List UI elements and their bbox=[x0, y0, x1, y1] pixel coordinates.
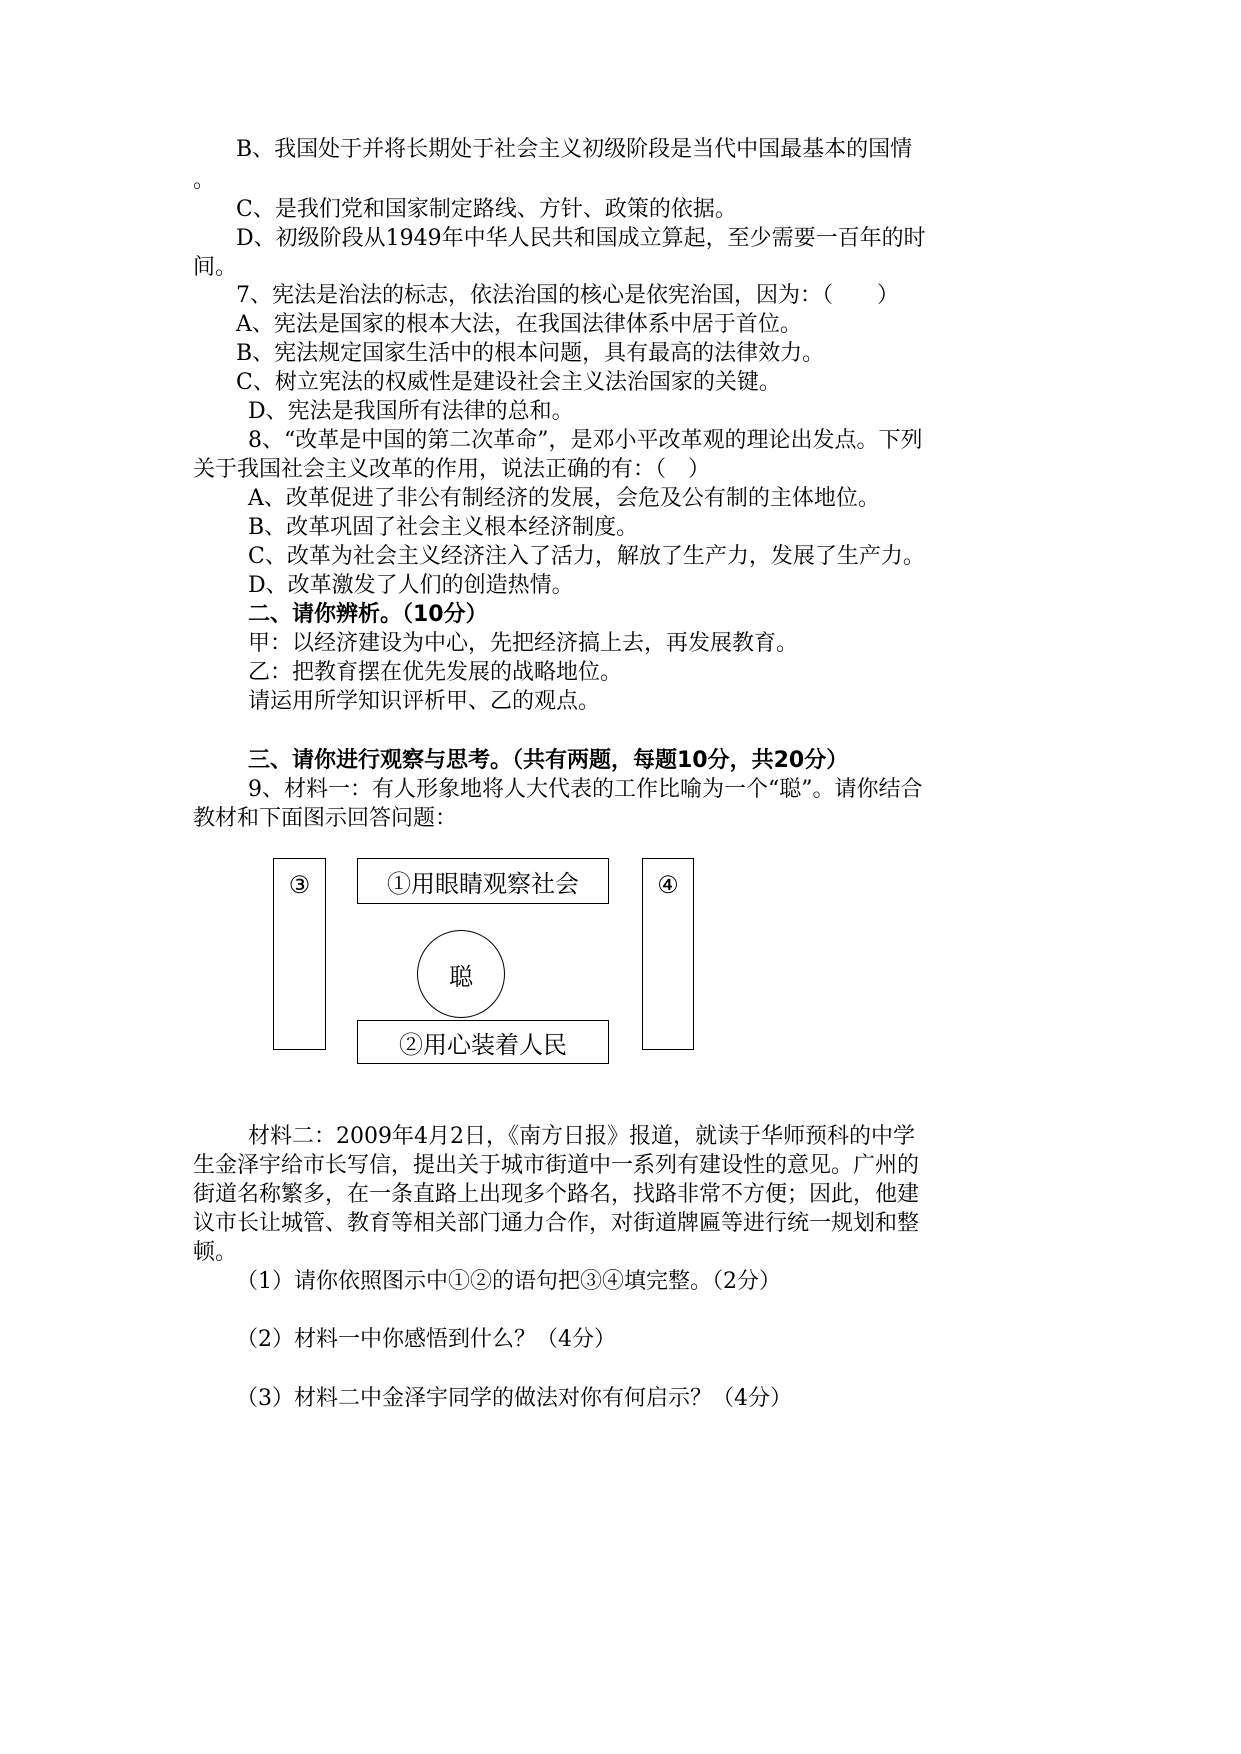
q7-option-c: C、树立宪法的权威性是建设社会主义法治国家的关键。 bbox=[236, 370, 781, 395]
q6-option-d-line2: 间。 bbox=[193, 255, 238, 280]
diagram-box-4: ④ bbox=[642, 858, 694, 1050]
material2-line4: 议市长让城管、教育等相关部门通力合作，对街道牌匾等进行统一规划和整 bbox=[193, 1211, 920, 1236]
q8-option-b: B、改革巩固了社会主义根本经济制度。 bbox=[248, 515, 639, 540]
diagram-box-2: ②用心装着人民 bbox=[357, 1020, 609, 1064]
q7-stem: 7、宪法是治法的标志，依法治国的核心是依宪治国，因为：（ ） bbox=[236, 283, 899, 308]
q6-option-d-line1: D、初级阶段从1949年中华人民共和国成立算起，至少需要一百年的时 bbox=[236, 226, 926, 251]
diagram-center-circle: 聪 bbox=[417, 930, 505, 1018]
q7-option-a: A、宪法是国家的根本大法，在我国法律体系中居于首位。 bbox=[236, 312, 802, 337]
diagram-box-1: ①用眼睛观察社会 bbox=[357, 858, 609, 904]
q7-option-b: B、宪法规定国家生活中的根本问题，具有最高的法律效力。 bbox=[236, 341, 825, 366]
q6-option-b-line2: 。 bbox=[193, 168, 216, 193]
section2-heading: 二、请你辨析。（10分） bbox=[248, 602, 488, 627]
sub-question-3: （3）材料二中金泽宇同学的做法对你有何启示？（4分） bbox=[236, 1386, 792, 1411]
q7-option-d: D、宪法是我国所有法律的总和。 bbox=[248, 399, 574, 424]
q6-option-b-line1: B、我国处于并将长期处于社会主义初级阶段是当代中国最基本的国情 bbox=[236, 137, 913, 162]
q6-option-c: C、是我们党和国家制定路线、方针、政策的依据。 bbox=[236, 197, 737, 222]
diagram-box-3: ③ bbox=[273, 858, 326, 1050]
q9-material1-line2: 教材和下面图示回答问题： bbox=[193, 806, 458, 831]
q8-option-c: C、改革为社会主义经济注入了活力，解放了生产力，发展了生产力。 bbox=[248, 544, 925, 569]
material2-line5: 顿。 bbox=[193, 1240, 238, 1265]
q8-stem-line1: 8、“改革是中国的第二次革命”，是邓小平改革观的理论出发点。下列 bbox=[248, 428, 923, 453]
material2-line3: 街道名称繁多，在一条直路上出现多个路名，找路非常不方便；因此，他建 bbox=[193, 1182, 920, 1207]
section2-yi: 乙：把教育摆在优先发展的战略地位。 bbox=[248, 660, 623, 685]
q8-stem-line2: 关于我国社会主义改革的作用，说法正确的有：（ ） bbox=[193, 457, 711, 482]
material2-line1: 材料二：2009年4月2日，《南方日报》报道，就读于华师预科的中学 bbox=[248, 1124, 915, 1149]
section2-prompt: 请运用所学知识评析甲、乙的观点。 bbox=[248, 689, 601, 714]
q8-option-d: D、改革激发了人们的创造热情。 bbox=[248, 573, 574, 598]
q8-option-a: A、改革促进了非公有制经济的发展，会危及公有制的主体地位。 bbox=[248, 486, 880, 511]
sub-question-1: （1）请你依照图示中①②的语句把③④填完整。（2分） bbox=[236, 1269, 781, 1294]
sub-question-2: （2）材料一中你感悟到什么？（4分） bbox=[236, 1327, 616, 1352]
q9-material1-line1: 9、材料一：有人形象地将人大代表的工作比喻为一个“聪”。请你结合 bbox=[248, 777, 923, 802]
section2-jia: 甲：以经济建设为中心，先把经济搞上去，再发展教育。 bbox=[248, 631, 799, 656]
material2-line2: 生金泽宇给市长写信，提出关于城市街道中一系列有建设性的意见。广州的 bbox=[193, 1153, 920, 1178]
section3-heading: 三、请你进行观察与思考。（共有两题，每题10分，共20分） bbox=[248, 748, 849, 773]
